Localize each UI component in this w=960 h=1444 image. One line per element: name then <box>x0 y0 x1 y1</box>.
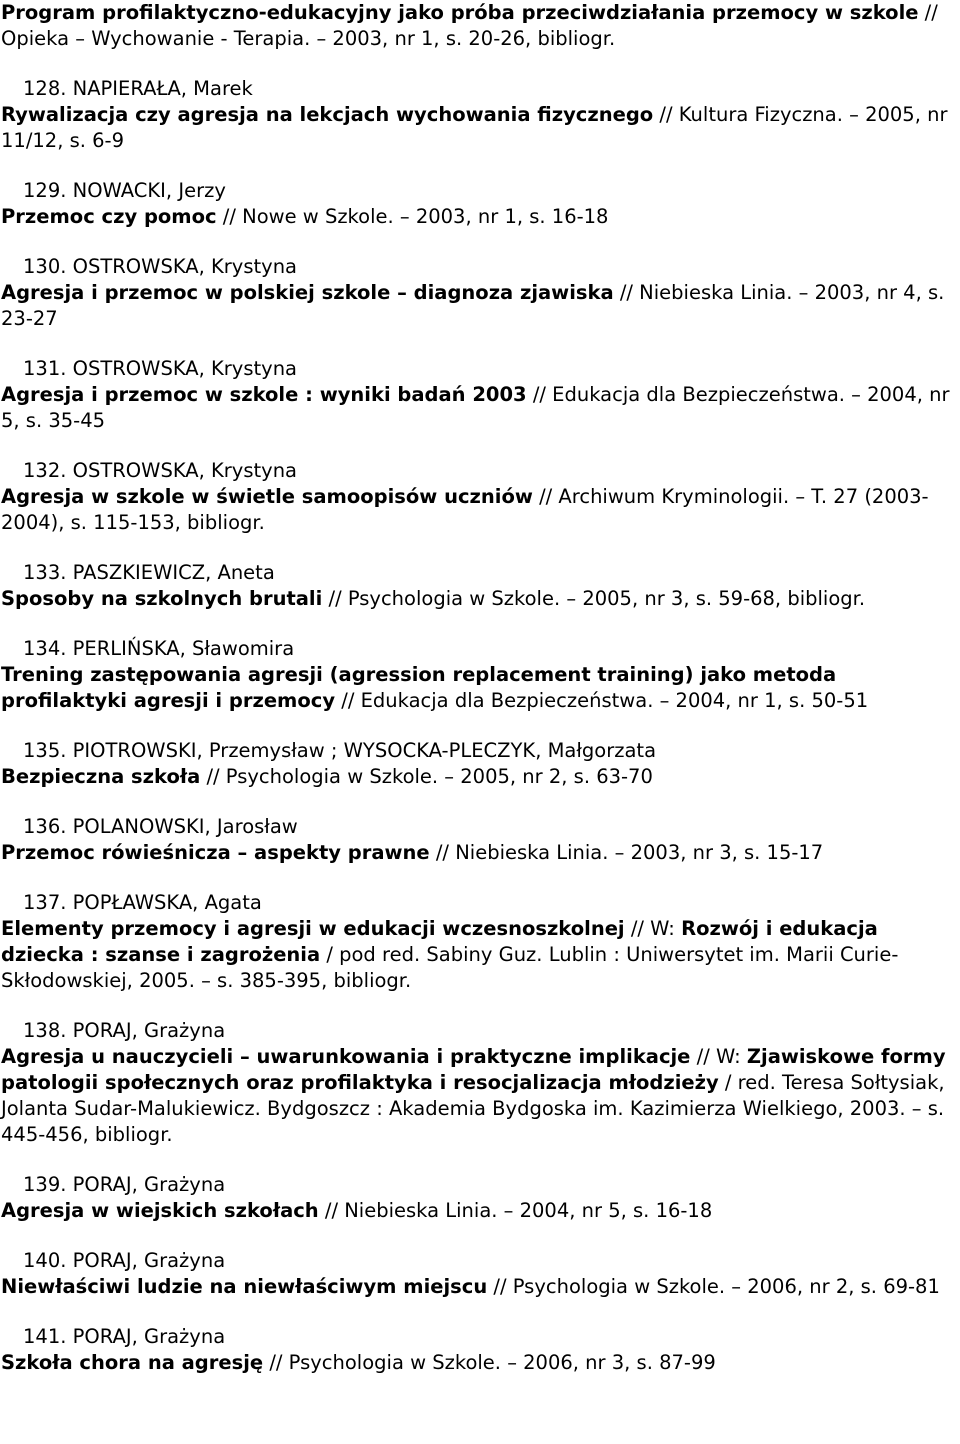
entry-author: PORAJ, Grażyna <box>72 1249 226 1272</box>
entry-source: // Nowe w Szkole. – 2003, nr 1, s. 16-18 <box>216 205 609 228</box>
bibliography-entry <box>1 636 959 714</box>
entry-source: // Niebieska Linia. – 2003, nr 4, s. 23-27 <box>1 281 945 330</box>
entry-number: 136. <box>23 815 67 838</box>
entry-source: // Psychologia w Szkole. – 2005, nr 2, s. 63-70 <box>200 765 653 788</box>
entry-source: // Kultura Fizyczna. – 2005, nr 11/12, s. 6-9 <box>1 103 948 152</box>
entry-title: Trening zastępowania agresji (agression replacement training) jako metoda profilaktyki agresji i przemocy <box>1 663 837 712</box>
entry-description <box>1 382 959 434</box>
entry-number: 134. <box>23 637 67 660</box>
entry-source: // W: <box>624 917 682 940</box>
entry-number: 133. <box>23 561 67 584</box>
entry-title: Elementy przemocy i agresji w edukacji wczesnoszkolnej <box>1 917 625 940</box>
entry-title: Niewłaściwi ludzie na niewłaściwym miejscu <box>1 1275 488 1298</box>
entry-source: // Edukacja dla Bezpieczeństwa. – 2004, nr 1, s. 50-51 <box>335 689 869 712</box>
entry-number: 138. <box>23 1019 67 1042</box>
entry-source: // Psychologia w Szkole. – 2006, nr 2, s. 69-81 <box>487 1275 940 1298</box>
entry-description <box>1 1198 959 1224</box>
entry-header <box>1 1172 959 1198</box>
bibliography-entry <box>1 178 959 230</box>
entry-source: // Niebieska Linia. – 2003, nr 3, s. 15-17 <box>429 841 824 864</box>
entry-header <box>1 890 959 916</box>
bibliography-entry <box>1 1018 959 1148</box>
bibliography-entry <box>1 1248 959 1300</box>
entry-author: PORAJ, Grażyna <box>72 1019 226 1042</box>
entry-header <box>1 814 959 840</box>
entry-source: / red. Teresa Sołtysiak, Jolanta Sudar-Malukiewicz. Bydgoszcz : Akademia Bydgoska im. Kazimierza Wielkiego, 2003. – s. 445-456, bibliogr. <box>1 1071 945 1146</box>
entry-description <box>1 204 959 230</box>
entry-title: Przemoc rówieśnicza – aspekty prawne <box>1 841 430 864</box>
entry-author: PERLIŃSKA, Sławomira <box>72 637 295 660</box>
bibliography-entry <box>1 356 959 434</box>
entry-title: Zjawiskowe formy patologii społecznych oraz profilaktyka i resocjalizacja młodzieży <box>1 1045 946 1094</box>
entry-number: 141. <box>23 1325 67 1348</box>
entry-number: 137. <box>23 891 67 914</box>
entry-author: OSTROWSKA, Krystyna <box>72 459 297 482</box>
entry-source: // Edukacja dla Bezpieczeństwa. – 2004, nr 5, s. 35-45 <box>1 383 950 432</box>
entry-description <box>1 916 959 994</box>
entry-source: // Psychologia w Szkole. – 2005, nr 3, s. 59-68, bibliogr. <box>322 587 866 610</box>
entry-title: Rywalizacja czy agresja na lekcjach wychowania fizycznego <box>1 103 654 126</box>
entry-author: PORAJ, Grażyna <box>72 1325 226 1348</box>
bibliography-entry <box>1 1324 959 1376</box>
entry-description <box>1 280 959 332</box>
entry-author: PORAJ, Grażyna <box>72 1173 226 1196</box>
continued-entry <box>1 0 959 52</box>
entry-header <box>1 458 959 484</box>
entry-number: 139. <box>23 1173 67 1196</box>
bibliography-entry <box>1 458 959 536</box>
bibliography-entry <box>1 890 959 994</box>
entry-number: 128. <box>23 77 67 100</box>
entry-author: PIOTROWSKI, Przemysław ; WYSOCKA-PLECZYK, Małgorzata <box>72 739 657 762</box>
entry-description <box>1 1044 959 1148</box>
entry-header <box>1 1018 959 1044</box>
entry-author: NAPIERAŁA, Marek <box>72 77 253 100</box>
entry-title: Sposoby na szkolnych brutali <box>1 587 323 610</box>
entry-header <box>1 254 959 280</box>
entry-description <box>1 840 959 866</box>
entry-description <box>1 662 959 714</box>
entry-header <box>1 738 959 764</box>
entry-description <box>1 102 959 154</box>
entry-source: // Niebieska Linia. – 2004, nr 5, s. 16-18 <box>318 1199 713 1222</box>
entry-number: 140. <box>23 1249 67 1272</box>
entry-author: NOWACKI, Jerzy <box>72 179 226 202</box>
entry-source: // Opieka – Wychowanie - Terapia. – 2003, nr 1, s. 20-26, bibliogr. <box>1 1 938 50</box>
bibliography-entry <box>1 76 959 154</box>
bibliography-entry <box>1 738 959 790</box>
entry-source: // W: <box>690 1045 747 1068</box>
entry-header <box>1 76 959 102</box>
entry-header <box>1 560 959 586</box>
entry-source: // Archiwum Kryminologii. – T. 27 (2003-2004), s. 115-153, bibliogr. <box>1 485 929 534</box>
entry-author: PASZKIEWICZ, Aneta <box>72 561 275 584</box>
entry-title: Agresja i przemoc w szkole : wyniki badań 2003 <box>1 383 527 406</box>
entry-number: 130. <box>23 255 67 278</box>
bibliography-entry <box>1 254 959 332</box>
entry-description <box>1 484 959 536</box>
entry-author: POLANOWSKI, Jarosław <box>72 815 298 838</box>
entry-title: Agresja w wiejskich szkołach <box>1 1199 319 1222</box>
entry-title: Rozwój i edukacja dziecka : szanse i zagrożenia <box>1 917 878 966</box>
entry-title: Bezpieczna szkoła <box>1 765 201 788</box>
entry-description <box>1 1274 959 1300</box>
entry-title: Agresja w szkole w świetle samoopisów uczniów <box>1 485 533 508</box>
bibliography-entry <box>1 1172 959 1224</box>
entry-number: 132. <box>23 459 67 482</box>
entry-description <box>1 586 959 612</box>
bibliography-entry <box>1 814 959 866</box>
entry-header <box>1 1248 959 1274</box>
entry-author: OSTROWSKA, Krystyna <box>72 255 297 278</box>
entry-header <box>1 356 959 382</box>
entry-header <box>1 178 959 204</box>
entry-author: POPŁAWSKA, Agata <box>72 891 262 914</box>
entry-header <box>1 636 959 662</box>
entry-header <box>1 1324 959 1350</box>
entry-title: Szkoła chora na agresję <box>1 1351 264 1374</box>
entry-number: 131. <box>23 357 67 380</box>
entry-number: 135. <box>23 739 67 762</box>
entry-title: Program profilaktyczno-edukacyjny jako próba przeciwdziałania przemocy w szkole <box>1 1 919 24</box>
entry-title: Agresja u nauczycieli – uwarunkowania i praktyczne implikacje <box>1 1045 691 1068</box>
bibliography-entry <box>1 560 959 612</box>
entry-description <box>1 764 959 790</box>
entry-list <box>1 76 959 1376</box>
entry-number: 129. <box>23 179 67 202</box>
entry-author: OSTROWSKA, Krystyna <box>72 357 297 380</box>
entry-title: Przemoc czy pomoc <box>1 205 217 228</box>
entry-source: / pod red. Sabiny Guz. Lublin : Uniwersytet im. Marii Curie-Skłodowskiej, 2005. – s. 385-395, bibliogr. <box>1 943 899 992</box>
entry-description <box>1 1350 959 1376</box>
entry-title: Agresja i przemoc w polskiej szkole – diagnoza zjawiska <box>1 281 614 304</box>
entry-source: // Psychologia w Szkole. – 2006, nr 3, s. 87-99 <box>263 1351 716 1374</box>
